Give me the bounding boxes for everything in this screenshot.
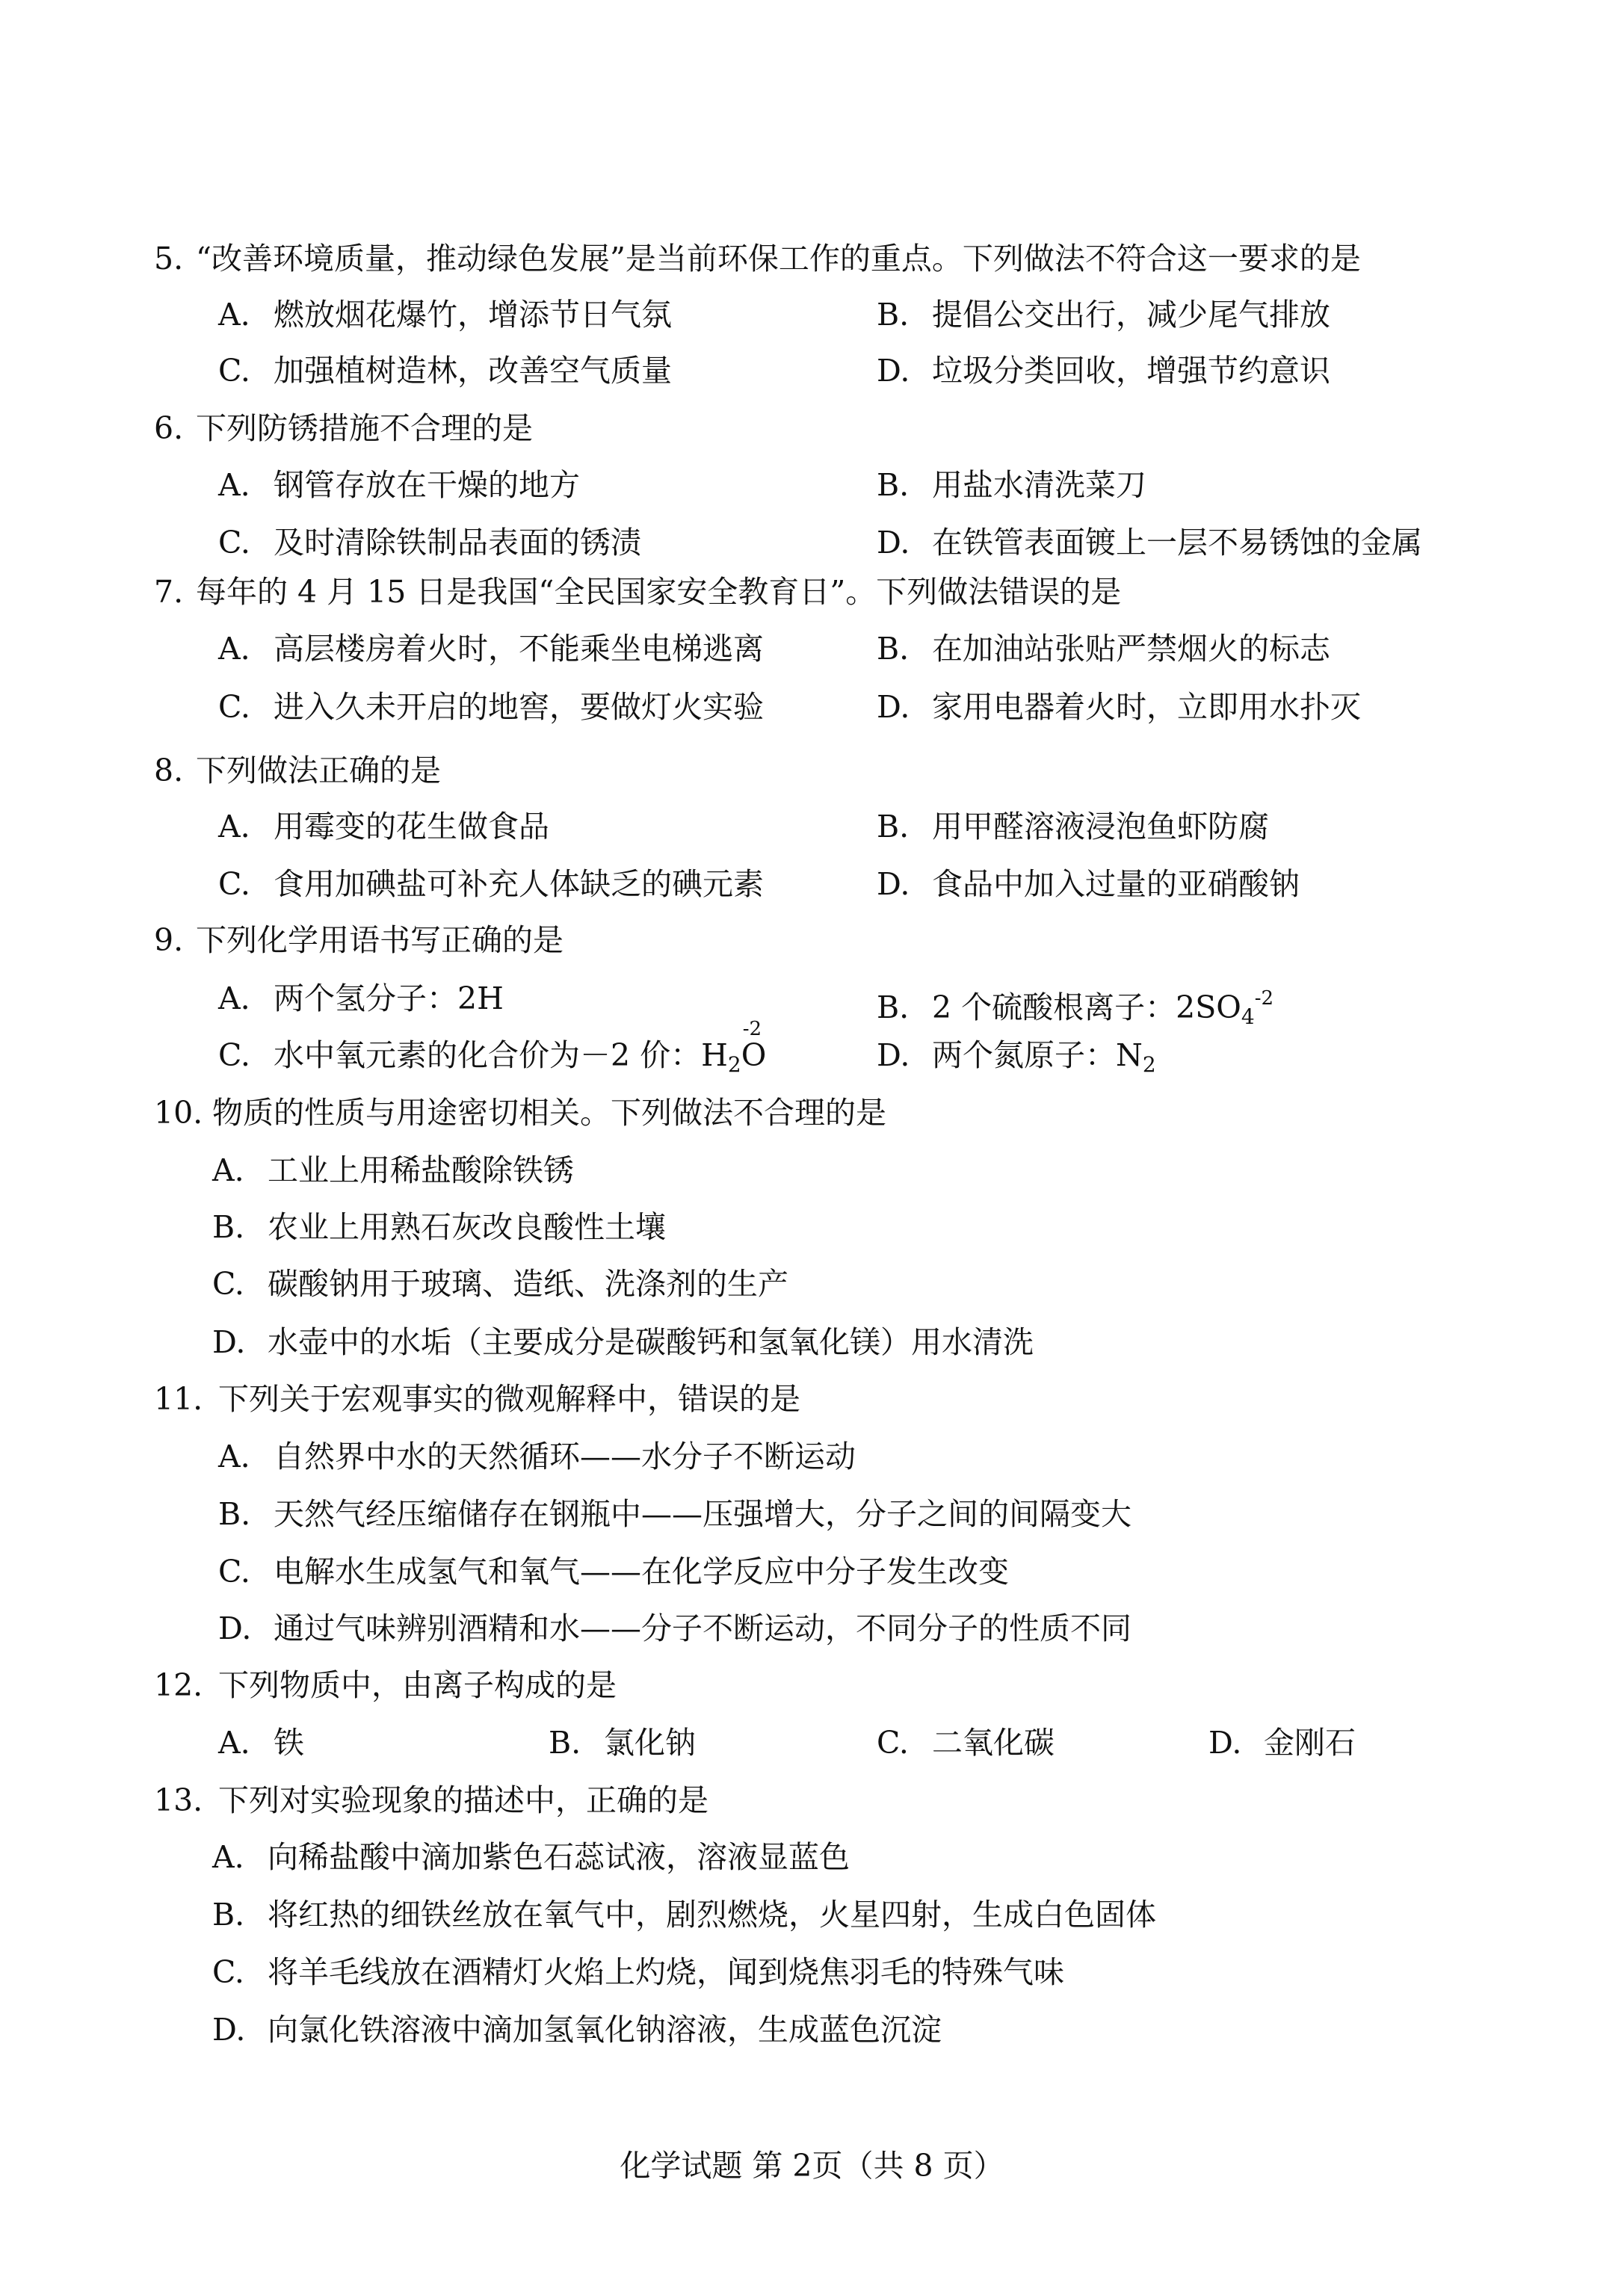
question-6-stem: 6. 下列防锈措施不合理的是	[154, 410, 533, 446]
question-8-option-c: C. 食用加碘盐可补充人体缺乏的碘元素	[218, 866, 764, 902]
question-9-option-a: A. 两个氢分子：2H	[218, 980, 504, 1016]
question-5-option-b: B. 提倡公交出行，减少尾气排放	[877, 297, 1330, 333]
question-10-stem: 10. 物质的性质与用途密切相关。下列做法不合理的是	[154, 1095, 886, 1131]
question-10-option-b: B. 农业上用熟石灰改良酸性土壤	[212, 1209, 666, 1245]
question-12-stem: 12. 下列物质中，由离子构成的是	[154, 1667, 617, 1703]
question-12-option-c: C. 二氧化碳	[877, 1725, 1055, 1761]
question-8-stem: 8. 下列做法正确的是	[154, 753, 441, 788]
question-7-option-a: A. 高层楼房着火时，不能乘坐电梯逃离	[218, 631, 764, 667]
question-10-option-a: A. 工业上用稀盐酸除铁锈	[212, 1152, 574, 1188]
question-9-stem: 9. 下列化学用语书写正确的是	[154, 922, 564, 958]
question-6-option-a: A. 钢管存放在干燥的地方	[218, 467, 580, 503]
question-6-option-b: B. 用盐水清洗菜刀	[877, 467, 1146, 503]
question-10-option-c: C. 碳酸钠用于玻璃、造纸、洗涤剂的生产	[212, 1266, 788, 1302]
question-7-option-c: C. 进入久未开启的地窖，要做灯火实验	[218, 689, 764, 725]
question-8-option-d: D. 食品中加入过量的亚硝酸钠	[877, 866, 1300, 902]
question-11-option-b: B. 天然气经压缩储存在钢瓶中——压强增大，分子之间的间隔变大	[218, 1496, 1131, 1532]
question-13-option-a: A. 向稀盐酸中滴加紫色石蕊试液，溶液显蓝色	[212, 1839, 850, 1875]
question-8-option-b: B. 用甲醛溶液浸泡鱼虾防腐	[877, 809, 1269, 844]
question-9-option-d: D. 两个氮原子：$N_2$	[877, 1037, 1156, 1077]
question-5-option-c: C. 加强植树造林，改善空气质量	[218, 353, 672, 389]
question-7-stem: 7. 每年的 4 月 15 日是我国“全民国家安全教育日”。下列做法错误的是	[154, 574, 1122, 610]
question-8-option-a: A. 用霉变的花生做食品	[218, 809, 549, 844]
question-11-option-d: D. 通过气味辨别酒精和水——分子不断运动，不同分子的性质不同	[218, 1610, 1131, 1646]
question-11-option-a: A. 自然界中水的天然循环——水分子不断运动	[218, 1439, 856, 1474]
question-9-option-c: C. 水中氧元素的化合价为－2 价：$H_2$ -2 O	[218, 1018, 767, 1077]
question-6-option-d: D. 在铁管表面镀上一层不易锈蚀的金属	[877, 525, 1422, 560]
question-7-option-b: B. 在加油站张贴严禁烟火的标志	[877, 631, 1330, 667]
question-10-option-d: D. 水壶中的水垢（主要成分是碳酸钙和氢氧化镁）用水清洗	[212, 1324, 1034, 1360]
question-12-option-a: A. 铁	[218, 1725, 304, 1761]
question-13-option-c: C. 将羊毛线放在酒精灯火焰上灼烧，闻到烧焦羽毛的特殊气味	[212, 1954, 1064, 1990]
page-footer: 化学试题 第 2页（共 8 页）	[620, 2148, 1004, 2184]
question-5-stem: 5. “改善环境质量，推动绿色发展”是当前环保工作的重点。下列做法不符合这一要求的是	[154, 241, 1361, 277]
question-12-option-d: D. 金刚石	[1208, 1725, 1356, 1761]
question-11-stem: 11. 下列关于宏观事实的微观解释中，错误的是	[154, 1381, 800, 1417]
question-9-option-b: B. 2 个硫酸根离子：$2SO_4^{-2}$	[877, 987, 1274, 1029]
question-11-option-c: C. 电解水生成氢气和氧气——在化学反应中分子发生改变	[218, 1554, 1009, 1590]
question-13-option-d: D. 向氯化铁溶液中滴加氢氧化钠溶液，生成蓝色沉淀	[212, 2012, 942, 2048]
question-13-stem: 13. 下列对实验现象的描述中，正确的是	[154, 1782, 708, 1818]
question-5-option-a: A. 燃放烟花爆竹，增添节日气氛	[218, 297, 672, 333]
question-5-option-d: D. 垃圾分类回收，增强节约意识	[877, 353, 1330, 389]
question-12-option-b: B. 氯化钠	[549, 1725, 696, 1761]
question-6-option-c: C. 及时清除铁制品表面的锈渍	[218, 525, 641, 560]
question-13-option-b: B. 将红热的细铁丝放在氧气中，剧烈燃烧，火星四射，生成白色固体	[212, 1897, 1156, 1933]
question-7-option-d: D. 家用电器着火时，立即用水扑灭	[877, 689, 1361, 725]
